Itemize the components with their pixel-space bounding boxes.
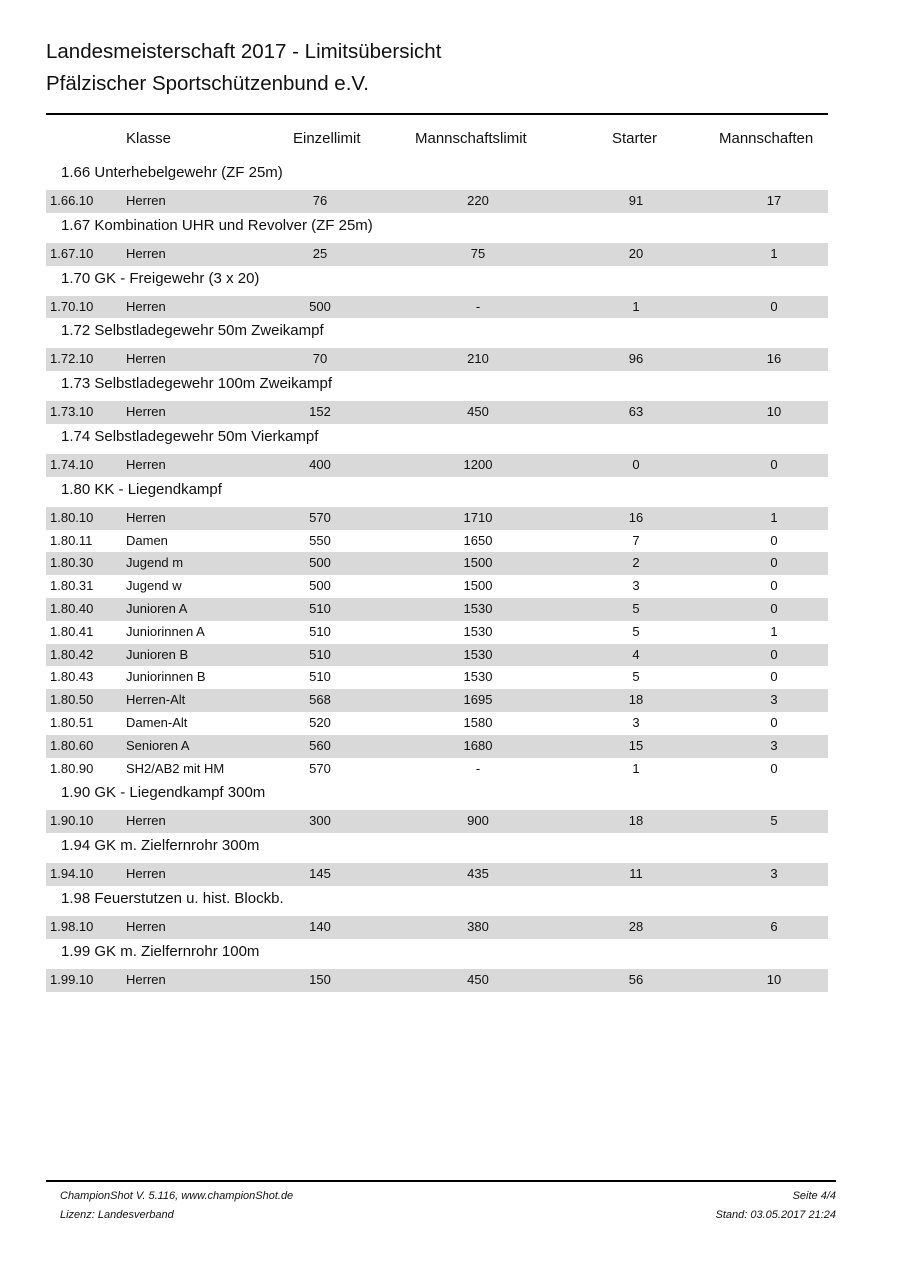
cell-einzellimit: 520	[309, 714, 331, 730]
cell-mannschaften: 0	[770, 555, 778, 571]
table-row	[46, 552, 828, 575]
cell-einzellimit: 568	[309, 692, 331, 708]
table-row	[46, 621, 828, 644]
cell-einzellimit: 140	[309, 918, 331, 934]
cell-code: 1.80.11	[50, 532, 93, 548]
cell-klasse: Damen-Alt	[126, 714, 188, 730]
table-row	[46, 712, 828, 735]
cell-mannschaftslimit: 1680	[463, 737, 493, 753]
cell-code: 1.80.31	[50, 578, 94, 594]
table-row	[46, 190, 828, 213]
cell-starter: 0	[632, 456, 640, 472]
cell-klasse: Herren	[126, 193, 166, 208]
cell-code: 1.94.10	[50, 866, 94, 882]
cell-code: 1.80.43	[50, 669, 94, 685]
cell-klasse: Herren	[126, 971, 166, 987]
cell-einzellimit: 500	[309, 298, 331, 314]
cell-starter: 1	[632, 298, 640, 314]
footer-license: Lizenz: Landesverband	[60, 1209, 174, 1221]
cell-einzellimit: 400	[309, 456, 331, 472]
cell-starter: 96	[628, 351, 644, 367]
footer-stand: Stand: 03.05.2017 21:24	[715, 1209, 836, 1221]
section-title: 1.94 GK m. Zielfernrohr 300m	[61, 837, 260, 855]
section-title: 1.90 GK - Liegendkampf 300m	[61, 784, 266, 802]
table-row	[46, 666, 828, 689]
section-title: 1.70 GK - Freigewehr (3 x 20)	[61, 269, 260, 287]
cell-klasse: Junioren A	[126, 600, 188, 616]
cell-starter: 5	[632, 623, 640, 639]
cell-mannschaftslimit: 220	[467, 193, 489, 208]
cell-mannschaften: 1	[770, 509, 778, 525]
cell-klasse: Damen	[126, 532, 168, 548]
cell-starter: 4	[632, 646, 640, 662]
cell-code: 1.80.51	[50, 714, 94, 730]
cell-starter: 56	[628, 971, 644, 987]
table-row	[46, 454, 828, 477]
cell-einzellimit: 570	[309, 509, 331, 525]
cell-mannschaftslimit: 1500	[463, 555, 493, 571]
cell-starter: 91	[628, 193, 644, 208]
cell-mannschaftslimit: 1530	[463, 600, 493, 616]
cell-klasse: Juniorinnen B	[126, 669, 206, 685]
table-row	[46, 735, 828, 758]
cell-mannschaftslimit: 1200	[463, 456, 493, 472]
cell-code: 1.80.60	[50, 737, 94, 753]
cell-mannschaften: 0	[770, 456, 778, 472]
cell-einzellimit: 145	[309, 866, 331, 882]
section-title: 1.66 Unterhebelgewehr (ZF 25m)	[61, 164, 283, 181]
cell-starter: 15	[628, 737, 644, 753]
cell-code: 1.67.10	[50, 245, 94, 261]
cell-code: 1.80.42	[50, 646, 94, 662]
cell-code: 1.80.30	[50, 555, 94, 571]
cell-code: 1.80.90	[50, 760, 94, 776]
cell-einzellimit: 510	[309, 623, 331, 639]
cell-klasse: SH2/AB2 mit HM	[126, 760, 225, 776]
column-header-klasse: Klasse	[126, 130, 172, 147]
cell-code: 1.99.10	[50, 971, 94, 987]
cell-mannschaften: 17	[766, 193, 782, 208]
cell-mannschaftslimit: 210	[467, 351, 489, 367]
cell-klasse: Herren	[126, 866, 166, 882]
cell-mannschaften: 0	[770, 298, 778, 314]
cell-einzellimit: 510	[309, 600, 331, 616]
table-row	[46, 530, 828, 553]
document-title: Landesmeisterschaft 2017 - Limitsübersicht	[46, 40, 442, 63]
cell-klasse: Jugend m	[126, 555, 184, 571]
cell-code: 1.80.50	[50, 692, 94, 708]
cell-starter: 2	[632, 555, 640, 571]
cell-klasse: Herren	[126, 298, 166, 314]
cell-starter: 11	[629, 866, 643, 882]
cell-mannschaftslimit: 380	[467, 918, 489, 934]
cell-mannschaften: 5	[770, 813, 778, 829]
cell-starter: 63	[628, 404, 644, 420]
cell-mannschaften: 3	[770, 737, 778, 753]
cell-code: 1.70.10	[50, 298, 94, 314]
cell-mannschaften: 1	[770, 623, 778, 639]
header-divider	[46, 113, 828, 115]
footer-divider	[46, 1180, 836, 1182]
column-header-mannschaftslimit: Mannschaftslimit	[415, 130, 527, 147]
table-row	[46, 507, 828, 530]
cell-klasse: Herren	[126, 456, 166, 472]
cell-mannschaftslimit: -	[475, 760, 481, 776]
section-title: 1.67 Kombination UHR und Revolver (ZF 25m)	[61, 216, 373, 234]
cell-code: 1.80.40	[50, 600, 94, 616]
cell-code: 1.80.10	[50, 509, 94, 525]
cell-mannschaftslimit: 1530	[463, 623, 493, 639]
section-title: 1.99 GK m. Zielfernrohr 100m	[61, 942, 260, 960]
section-title: 1.80 KK - Liegendkampf	[61, 480, 222, 498]
table-row	[46, 863, 828, 886]
cell-einzellimit: 152	[309, 404, 331, 420]
cell-einzellimit: 570	[309, 760, 331, 776]
cell-einzellimit: 500	[309, 578, 331, 594]
cell-klasse: Herren-Alt	[126, 692, 186, 708]
cell-mannschaftslimit: 1530	[463, 646, 493, 662]
cell-klasse: Senioren A	[126, 737, 190, 753]
cell-klasse: Herren	[126, 813, 166, 829]
cell-mannschaften: 0	[770, 714, 778, 730]
cell-starter: 3	[632, 714, 640, 730]
cell-mannschaftslimit: 1500	[463, 578, 493, 594]
section-title: 1.72 Selbstladegewehr 50m Zweikampf	[61, 322, 324, 340]
cell-mannschaftslimit: 1650	[463, 532, 493, 548]
document-subtitle: Pfälzischer Sportschützenbund e.V.	[46, 72, 369, 95]
cell-klasse: Herren	[126, 918, 166, 934]
cell-mannschaften: 16	[766, 351, 782, 367]
cell-mannschaften: 1	[770, 245, 778, 261]
table-row	[46, 758, 828, 781]
cell-mannschaften: 6	[770, 918, 778, 934]
cell-mannschaften: 10	[766, 404, 782, 420]
cell-einzellimit: 550	[309, 532, 331, 548]
column-header-einzellimit: Einzellimit	[293, 130, 361, 147]
cell-starter: 5	[632, 669, 640, 685]
column-header-mannschaften: Mannschaften	[719, 130, 814, 147]
cell-einzellimit: 510	[309, 669, 331, 685]
cell-mannschaften: 0	[770, 760, 778, 776]
section-title: 1.73 Selbstladegewehr 100m Zweikampf	[61, 375, 332, 393]
cell-mannschaftslimit: 1710	[463, 509, 493, 525]
table-row	[46, 598, 828, 621]
table-row	[46, 243, 828, 266]
cell-einzellimit: 25	[312, 245, 328, 261]
column-header-starter: Starter	[612, 130, 658, 147]
cell-klasse: Herren	[126, 509, 166, 525]
cell-einzellimit: 150	[309, 971, 331, 987]
cell-mannschaften: 10	[766, 971, 782, 987]
cell-mannschaftslimit: 900	[467, 813, 489, 829]
cell-starter: 18	[628, 692, 644, 708]
cell-mannschaftslimit: 1530	[463, 669, 493, 685]
table-row	[46, 916, 828, 939]
cell-einzellimit: 510	[309, 646, 331, 662]
cell-starter: 28	[628, 918, 644, 934]
cell-einzellimit: 76	[312, 193, 328, 208]
cell-klasse: Juniorinnen A	[126, 623, 205, 639]
cell-einzellimit: 70	[312, 351, 328, 367]
footer-page-number: Seite 4/4	[792, 1190, 836, 1202]
cell-mannschaftslimit: 450	[467, 971, 489, 987]
cell-mannschaftslimit: 1695	[463, 692, 493, 708]
cell-code: 1.98.10	[50, 918, 94, 934]
cell-mannschaften: 0	[770, 600, 778, 616]
cell-code: 1.80.41	[50, 623, 94, 639]
section-title: 1.74 Selbstladegewehr 50m Vierkampf	[61, 427, 319, 445]
cell-mannschaftslimit: 1580	[463, 714, 493, 730]
cell-mannschaften: 0	[770, 578, 778, 594]
cell-mannschaften: 3	[770, 692, 778, 708]
cell-mannschaften: 3	[770, 866, 778, 882]
cell-klasse: Jugend w	[126, 578, 182, 594]
cell-klasse: Herren	[126, 245, 166, 261]
cell-starter: 20	[628, 245, 644, 261]
table-row	[46, 969, 828, 992]
cell-code: 1.72.10	[50, 351, 94, 367]
footer-software: ChampionShot V. 5.116, www.championShot.de	[60, 1190, 294, 1202]
cell-starter: 1	[632, 760, 640, 776]
table-row	[46, 644, 828, 667]
cell-klasse: Junioren B	[126, 646, 189, 662]
limits-table	[46, 160, 828, 992]
cell-mannschaften: 0	[770, 669, 778, 685]
table-row	[46, 810, 828, 833]
cell-klasse: Herren	[126, 351, 166, 367]
cell-starter: 16	[628, 509, 644, 525]
cell-einzellimit: 560	[309, 737, 331, 753]
cell-mannschaftslimit: 435	[467, 866, 489, 882]
table-row	[46, 689, 828, 712]
cell-einzellimit: 500	[309, 555, 331, 571]
table-row	[46, 348, 828, 371]
cell-code: 1.73.10	[50, 404, 94, 420]
cell-starter: 18	[628, 813, 644, 829]
cell-einzellimit: 300	[309, 813, 331, 829]
cell-mannschaften: 0	[770, 532, 778, 548]
cell-mannschaftslimit: 75	[470, 245, 486, 261]
cell-starter: 5	[632, 600, 640, 616]
cell-code: 1.66.10	[50, 193, 94, 208]
table-row	[46, 296, 828, 319]
table-row	[46, 575, 828, 598]
section-title: 1.98 Feuerstutzen u. hist. Blockb.	[61, 889, 284, 907]
table-row	[46, 401, 828, 424]
cell-klasse: Herren	[126, 404, 166, 420]
cell-mannschaftslimit: 450	[467, 404, 489, 420]
cell-mannschaften: 0	[770, 646, 778, 662]
cell-code: 1.90.10	[50, 813, 94, 829]
cell-mannschaftslimit: -	[475, 298, 481, 314]
cell-code: 1.74.10	[50, 456, 94, 472]
cell-starter: 3	[632, 578, 640, 594]
cell-starter: 7	[632, 532, 640, 548]
